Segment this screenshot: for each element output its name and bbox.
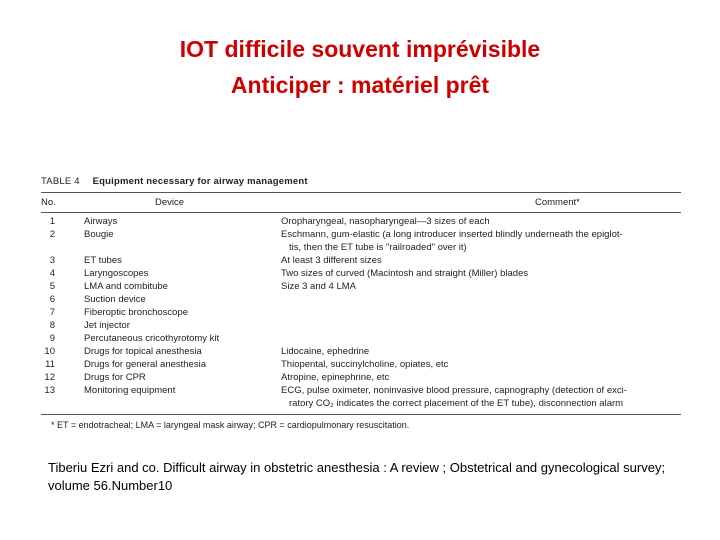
row-number: 5 [49, 281, 55, 292]
header-device: Device [155, 197, 185, 208]
row-comment: Oropharyngeal, nasopharyngeal—3 sizes of each [281, 216, 490, 227]
row-device: Fiberoptic bronchoscope [84, 307, 189, 318]
row-number: 3 [49, 255, 55, 266]
row-device: Drugs for CPR [84, 372, 146, 383]
row-comment: Two sizes of curved (Macintosh and straight (Miller) blades [281, 268, 529, 279]
row-number: 8 [49, 320, 55, 331]
row-comment: Atropine, epinephrine, etc [281, 372, 390, 383]
row-comment: Eschmann, gum-elastic (a long introducer inserted blindly underneath the epiglot- [281, 229, 623, 240]
row-device: LMA and combitube [84, 281, 168, 292]
table-header-rule [41, 212, 681, 213]
row-comment: At least 3 different sizes [281, 255, 382, 266]
table-top-rule [41, 192, 681, 193]
row-number: 13 [44, 385, 55, 396]
row-device: Percutaneous cricothyrotomy kit [84, 333, 220, 344]
row-comment-continued: ratory CO₂ indicates the correct placement of the ET tube), disconnection alarm [289, 398, 624, 409]
row-device: Suction device [84, 294, 146, 305]
row-device: ET tubes [84, 255, 122, 266]
row-device: Laryngoscopes [84, 268, 149, 279]
row-comment: Thiopental, succinylcholine, opiates, etc [281, 359, 449, 370]
row-comment: Size 3 and 4 LMA [281, 281, 356, 292]
row-number: 10 [44, 346, 55, 357]
header-no: No. [41, 197, 56, 208]
row-number: 1 [49, 216, 55, 227]
slide-title-line-2: Anticiper : matériel prêt [230, 72, 490, 98]
row-comment-continued: tis, then the ET tube is "railroaded" over it) [289, 242, 467, 253]
row-comment: Lidocaine, ephedrine [281, 346, 370, 357]
header-comment: Comment* [535, 197, 580, 208]
row-device: Bougie [84, 229, 114, 240]
table-footnote: * ET = endotracheal; LMA = laryngeal mask airway; CPR = cardiopulmonary resuscitation. [51, 420, 410, 430]
row-device: Airways [84, 216, 118, 227]
table-bottom-rule [41, 414, 681, 415]
citation: Tiberiu Ezri and co. Difficult airway in obstetric anesthesia : A review ; Obstetrical and gynecological survey; volume 56.Number10 [48, 460, 666, 493]
row-number: 7 [49, 307, 55, 318]
row-number: 2 [49, 229, 55, 240]
row-number: 6 [49, 294, 55, 305]
row-number: 4 [49, 268, 55, 279]
row-device: Drugs for topical anesthesia [84, 346, 202, 357]
row-device: Jet injector [84, 320, 130, 331]
row-comment: ECG, pulse oximeter, noninvasive blood pressure, capnography (detection of exci- [281, 385, 627, 396]
row-number: 12 [44, 372, 55, 383]
row-device: Monitoring equipment [84, 385, 176, 396]
table-caption-text: Equipment necessary for airway management [92, 176, 308, 187]
row-number: 9 [49, 333, 55, 344]
table-number: TABLE 4 [41, 176, 80, 187]
row-number: 11 [45, 359, 55, 370]
row-device: Drugs for general anesthesia [84, 359, 206, 370]
slide-title-line-1: IOT difficile souvent imprévisible [179, 36, 541, 62]
table-caption [41, 176, 308, 187]
